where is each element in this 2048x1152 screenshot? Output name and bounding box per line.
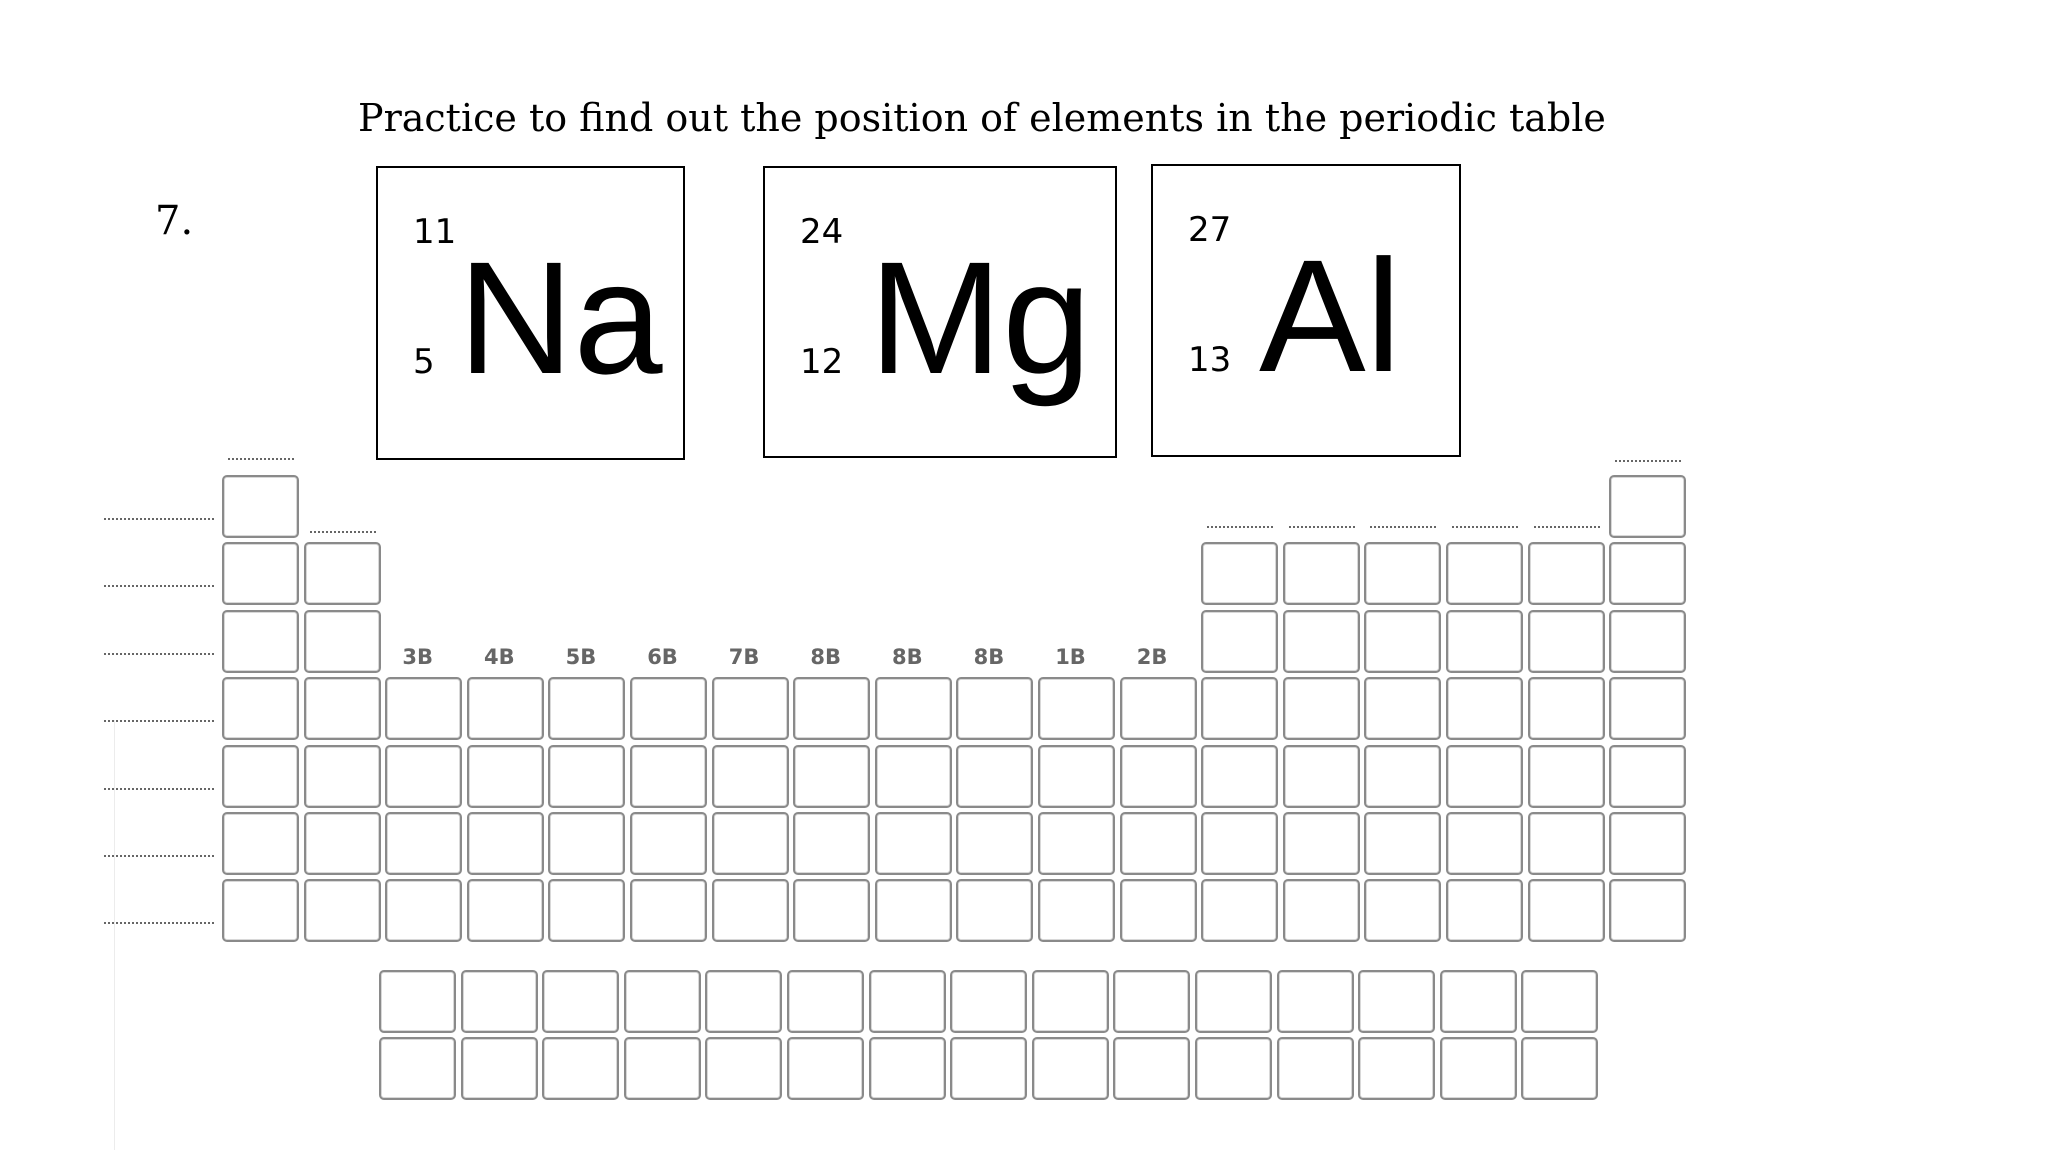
- group-label: 7B: [728, 645, 760, 669]
- table-cell: [1446, 879, 1523, 942]
- f-block-cell: [542, 970, 619, 1033]
- table-cell: [548, 879, 625, 942]
- group-label: 4B: [483, 645, 515, 669]
- table-cell: [222, 879, 299, 942]
- table-cell: [793, 879, 870, 942]
- table-cell: [222, 745, 299, 808]
- table-cell: [712, 677, 789, 740]
- period-blank: [104, 585, 214, 587]
- group-blank: [1207, 526, 1273, 528]
- atomic-number: 5: [413, 342, 435, 382]
- table-cell: [548, 812, 625, 875]
- table-cell: [1528, 677, 1605, 740]
- f-block-cell: [379, 1037, 456, 1100]
- group-blank: [310, 531, 376, 533]
- group-blank: [1615, 460, 1681, 462]
- table-cell: [467, 745, 544, 808]
- group-blank: [1289, 526, 1355, 528]
- period-blank: [104, 518, 214, 520]
- table-cell: [1446, 677, 1523, 740]
- table-cell: [1201, 745, 1278, 808]
- table-cell: [956, 879, 1033, 942]
- f-block-cell: [461, 970, 538, 1033]
- table-cell: [956, 677, 1033, 740]
- table-cell: [222, 812, 299, 875]
- table-cell: [1528, 745, 1605, 808]
- period-blank: [104, 788, 214, 790]
- table-cell: [1038, 812, 1115, 875]
- f-block-cell: [1277, 1037, 1354, 1100]
- f-block-cell: [461, 1037, 538, 1100]
- f-block-cell: [1277, 970, 1354, 1033]
- table-cell: [1120, 745, 1197, 808]
- table-cell: [467, 677, 544, 740]
- group-label: 8B: [891, 645, 923, 669]
- table-cell: [712, 745, 789, 808]
- table-cell: [793, 812, 870, 875]
- table-cell: [467, 812, 544, 875]
- table-cell: [1201, 812, 1278, 875]
- f-block-cell: [705, 970, 782, 1033]
- group-blank: [1452, 526, 1518, 528]
- group-label: 1B: [1055, 645, 1086, 669]
- f-block-cell: [869, 970, 946, 1033]
- f-block-cell: [1195, 970, 1272, 1033]
- table-cell: [875, 879, 952, 942]
- table-cell: [1038, 879, 1115, 942]
- table-cell: [630, 879, 707, 942]
- table-cell: [1283, 610, 1360, 673]
- group-label: 5B: [565, 645, 597, 669]
- mass-number: 11: [413, 212, 457, 252]
- table-cell: [1364, 610, 1441, 673]
- table-cell: [1528, 542, 1605, 605]
- table-cell: [304, 745, 381, 808]
- table-cell: [1283, 745, 1360, 808]
- group-label: 8B: [810, 645, 841, 669]
- table-cell: [385, 677, 462, 740]
- table-cell: [1609, 475, 1686, 538]
- table-cell: [793, 745, 870, 808]
- question-number: 7.: [155, 198, 194, 244]
- table-cell: [712, 812, 789, 875]
- table-cell: [1201, 610, 1278, 673]
- group-label: 3B: [402, 645, 433, 669]
- atomic-number: 12: [800, 342, 844, 382]
- table-cell: [875, 812, 952, 875]
- table-cell: [1446, 812, 1523, 875]
- table-cell: [712, 879, 789, 942]
- table-cell: [1283, 677, 1360, 740]
- f-block-cell: [542, 1037, 619, 1100]
- element-symbol: Na: [458, 228, 663, 407]
- table-cell: [956, 812, 1033, 875]
- table-cell: [1446, 745, 1523, 808]
- f-block-cell: [1195, 1037, 1272, 1100]
- table-cell: [1120, 879, 1197, 942]
- table-cell: [548, 745, 625, 808]
- f-block-cell: [787, 970, 864, 1033]
- table-cell: [1609, 812, 1686, 875]
- mass-number: 27: [1188, 210, 1232, 250]
- table-cell: [222, 542, 299, 605]
- group-blank: [1534, 526, 1600, 528]
- f-block-cell: [1113, 970, 1190, 1033]
- table-cell: [304, 879, 381, 942]
- table-cell: [467, 879, 544, 942]
- f-block-cell: [950, 1037, 1027, 1100]
- table-cell: [385, 812, 462, 875]
- table-cell: [1283, 879, 1360, 942]
- table-cell: [222, 475, 299, 538]
- table-cell: [1609, 542, 1686, 605]
- f-block-cell: [624, 1037, 701, 1100]
- group-label: 2B: [1136, 645, 1168, 669]
- table-cell: [385, 879, 462, 942]
- period-blank: [104, 855, 214, 857]
- f-block-cell: [1440, 970, 1517, 1033]
- period-blank: [104, 653, 214, 655]
- table-cell: [1364, 745, 1441, 808]
- group-blank: [228, 458, 294, 460]
- f-block-cell: [1358, 1037, 1435, 1100]
- element-symbol: Mg: [869, 228, 1092, 407]
- table-cell: [956, 745, 1033, 808]
- f-block-cell: [1521, 1037, 1598, 1100]
- f-block-cell: [705, 1037, 782, 1100]
- table-cell: [1120, 677, 1197, 740]
- element-symbol: Al: [1259, 226, 1402, 405]
- table-cell: [630, 677, 707, 740]
- table-cell: [222, 610, 299, 673]
- table-cell: [548, 677, 625, 740]
- table-cell: [304, 812, 381, 875]
- period-blank: [104, 922, 214, 924]
- group-label: 6B: [647, 645, 678, 669]
- page-title: Practice to find out the position of elements in the periodic table: [358, 96, 1606, 140]
- f-block-cell: [1032, 970, 1109, 1033]
- period-blank: [104, 720, 214, 722]
- f-block-cell: [1521, 970, 1598, 1033]
- group-blank: [1370, 526, 1436, 528]
- table-cell: [793, 677, 870, 740]
- table-cell: [1201, 677, 1278, 740]
- f-block-cell: [869, 1037, 946, 1100]
- table-cell: [1120, 812, 1197, 875]
- table-cell: [1364, 879, 1441, 942]
- table-cell: [1283, 812, 1360, 875]
- table-cell: [1364, 677, 1441, 740]
- table-cell: [1609, 677, 1686, 740]
- table-cell: [1283, 542, 1360, 605]
- table-cell: [1364, 542, 1441, 605]
- table-cell: [304, 610, 381, 673]
- table-cell: [630, 812, 707, 875]
- f-block-cell: [950, 970, 1027, 1033]
- table-cell: [222, 677, 299, 740]
- table-cell: [875, 745, 952, 808]
- mass-number: 24: [800, 212, 844, 252]
- table-cell: [1038, 677, 1115, 740]
- f-block-cell: [379, 970, 456, 1033]
- table-cell: [1609, 610, 1686, 673]
- table-cell: [1528, 812, 1605, 875]
- table-cell: [1364, 812, 1441, 875]
- f-block-cell: [1358, 970, 1435, 1033]
- table-cell: [1446, 610, 1523, 673]
- table-cell: [875, 677, 952, 740]
- f-block-cell: [1032, 1037, 1109, 1100]
- table-cell: [1609, 745, 1686, 808]
- table-cell: [304, 677, 381, 740]
- f-block-cell: [787, 1037, 864, 1100]
- table-cell: [1201, 879, 1278, 942]
- table-cell: [1528, 879, 1605, 942]
- group-label: 8B: [973, 645, 1005, 669]
- table-cell: [385, 745, 462, 808]
- atomic-number: 13: [1188, 340, 1232, 380]
- table-cell: [630, 745, 707, 808]
- table-cell: [1609, 879, 1686, 942]
- f-block-cell: [624, 970, 701, 1033]
- f-block-cell: [1440, 1037, 1517, 1100]
- f-block-cell: [1113, 1037, 1190, 1100]
- table-cell: [304, 542, 381, 605]
- table-cell: [1201, 542, 1278, 605]
- table-cell: [1038, 745, 1115, 808]
- table-cell: [1528, 610, 1605, 673]
- table-cell: [1446, 542, 1523, 605]
